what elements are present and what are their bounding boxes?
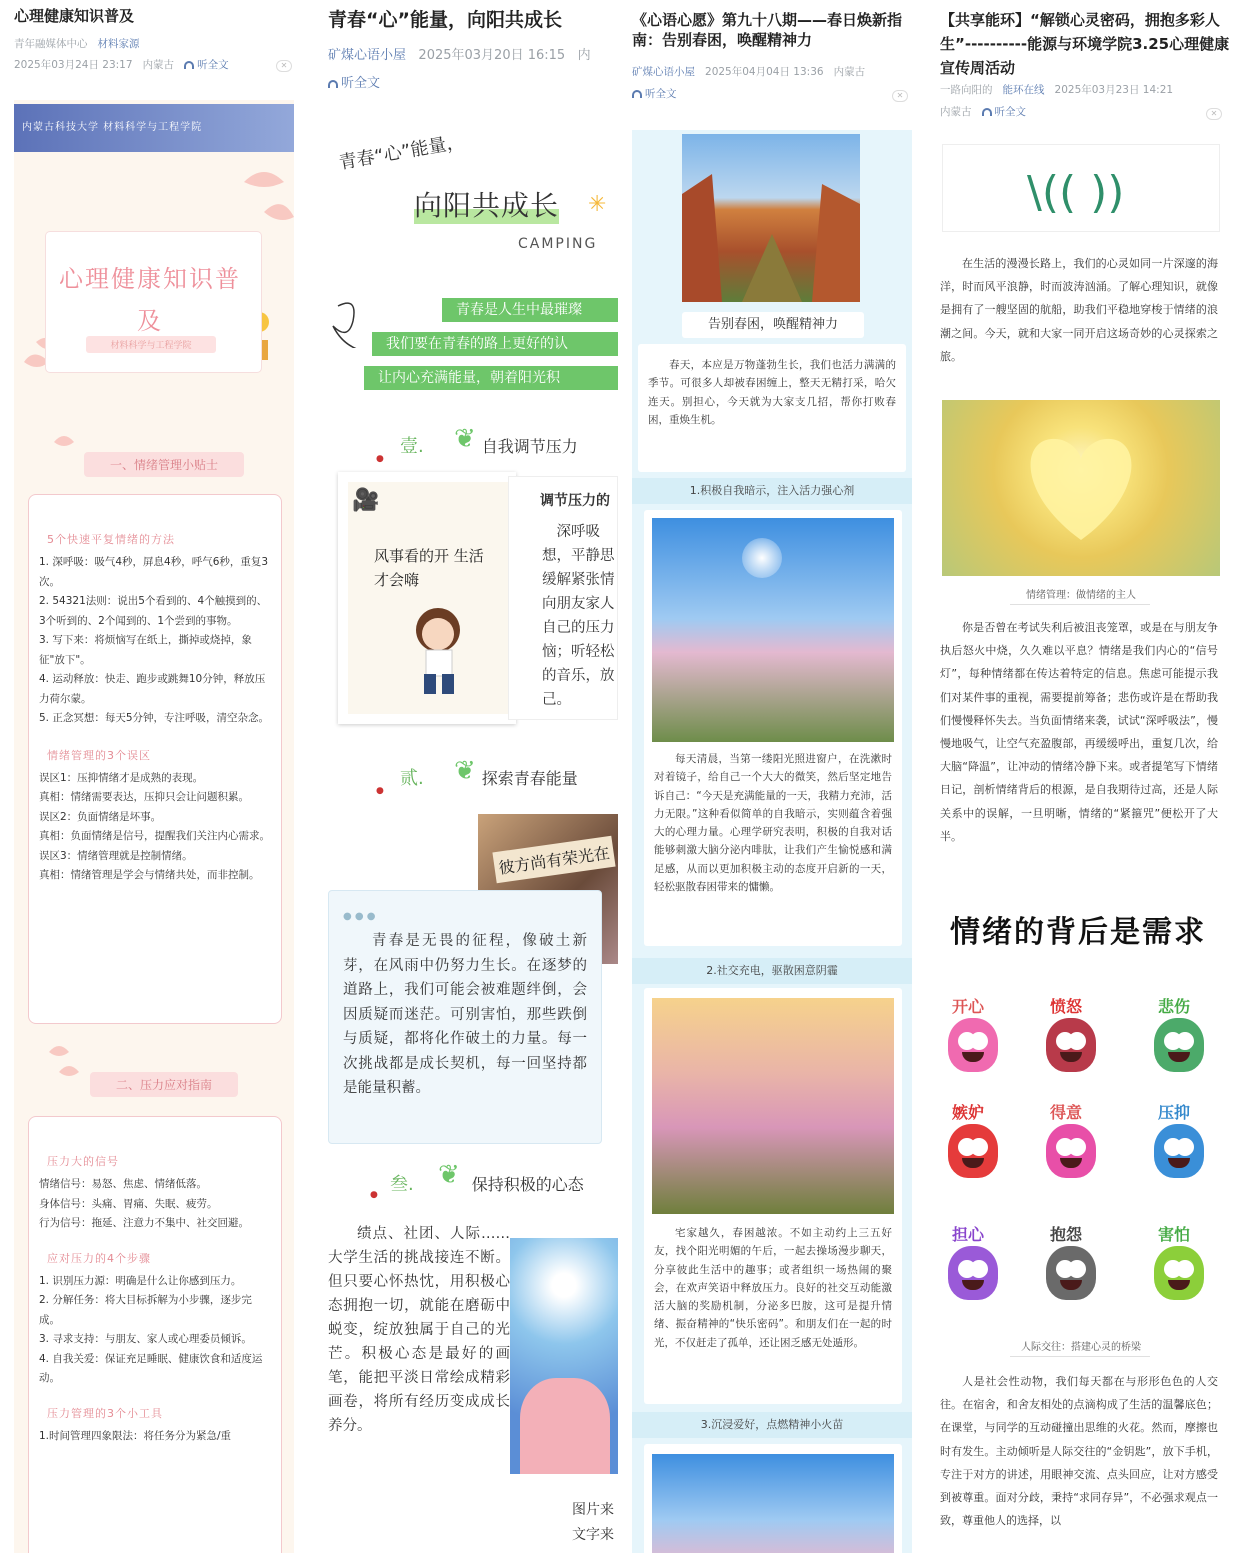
close-icon[interactable]: ✕ — [892, 90, 908, 102]
section-heading-3: 叁. 保持积极的心态 — [390, 1174, 584, 1195]
section-card — [644, 510, 902, 946]
paragraph: 绩点、社团、人际……大学生活的挑战接连不断。但只要心怀热忱，用积极心态拥抱一切，就能在磨砺中蜕变，绽放独属于自己的光芒。积极心态是最好的画笔，能把平淡日常绘成精彩画卷，将所有经历变成成长养分。 — [328, 1226, 510, 1434]
article-title[interactable]: 《心语心愿》第九十八期——春日焕新指南：告别春困，唤醒精神力 — [632, 11, 903, 50]
blossom-image-2 — [652, 1454, 894, 1553]
highlight-bar: 青春是人生中最璀璨 — [442, 298, 618, 322]
subheading: 压力大的信号 — [47, 1155, 119, 1168]
emotion-label: 害怕 — [1158, 1225, 1191, 1244]
camping-label: CAMPING — [518, 236, 598, 252]
subheading-band: 1.积极自我暗示，注入活力强心剂 — [632, 478, 912, 504]
listen-button[interactable]: 听全文 — [328, 76, 380, 91]
author[interactable]: 一路向阳的 — [940, 84, 993, 96]
subheading: 5个快速平复情绪的方法 — [47, 533, 175, 546]
poster-subtitle: 材料科学与工程学院 — [86, 336, 216, 353]
monster-icon — [1154, 1246, 1204, 1300]
image-caption: 人际交往：搭建心灵的桥梁 — [1021, 1342, 1141, 1353]
article-column-2 — [318, 0, 618, 1553]
subheading-band: 2.社交充电，驱散困意阴霾 — [632, 958, 912, 984]
headphones-icon — [632, 90, 642, 98]
listen-button[interactable]: 听全文 — [982, 106, 1027, 118]
monster-icon — [1046, 1124, 1096, 1178]
emotion-poster-title: 情绪的背后是需求 — [950, 915, 1206, 950]
section-heading-2: 贰. 探索青春能量 — [400, 768, 578, 789]
orchard-image — [652, 998, 894, 1214]
poster-title: 心理健康知识普及 — [59, 265, 241, 335]
location: 内蒙古 — [833, 66, 866, 78]
monster-icon — [1046, 1246, 1096, 1300]
close-icon[interactable]: ✕ — [1206, 108, 1222, 120]
leaf-icon: ❦ — [454, 756, 476, 786]
paragraph: 你是否曾在考试失利后被沮丧笼罩，或是在与朋友争执后怒火中烧，久久难以平息？情绪是我们内心的“信号灯”，每种情绪都在传达着特定的信息。焦虑可能提示我们对某件事的重视，需要提前筹备；悲伤或许是在帮助我们慢慢释怀失去。当负面情绪来袭，试试“深呼吸法”，慢慢地吸气，让空气充盈腹部，再缓缓呼出，重复几次，给大脑“降温”，让冲动的情绪冷静下来。或者提笔写下情绪日记，剖析情绪背后的根源，是自我期待过高，还是人际关系中的误解，一旦明晰，情绪的“紧箍咒”便松开了大半。 — [940, 621, 1218, 843]
stress-card: 压力大的信号 情绪信号：易怒、焦虑、情绪低落。 身体信号：头痛、胃痛、失眠、疲劳。 行为信号：拖延、注意力不集中、社交回避。 应对压力的4个步骤 1. 识别压力源：明确是什么让你感到压力。 2. 分解任务：将大目标拆解为小步骤，逐步完成。 3. 寻求支持：与朋友、家人或心理委员倾诉。 4. 自我关爱：保证充足睡眠、健康饮食和适度运动。 压力管理的3个小工具 1.时间管理四象限法：将任务分为紧急/重 — [28, 1116, 282, 1553]
highlight-bar: 让内心充满能量，朝着阳光积 — [364, 366, 618, 390]
location: 内蒙古 — [940, 106, 972, 118]
paragraph: 每天清晨，当第一缕阳光照进窗户，在洗漱时对着镜子，给自己一个大大的微笑，然后坚定地告诉自己：“今天是充满能量的一天，我精力充沛，活力无限。”这种看似简单的自我暗示，实则蕴含着强大的心理力量。心理学研究表明，积极的自我对话能够刺激大脑分泌内啡肽，让我们产生愉悦感和满足感，从而以更加积极主动的态度开启新的一天，轻松驱散春困带来的慵懒。 — [654, 753, 892, 894]
leaf-icon: ❦ — [438, 1160, 460, 1190]
article-meta — [940, 82, 1173, 99]
article-meta-2 — [632, 86, 677, 103]
section-heading-1: 壹. 自我调节压力 — [400, 436, 578, 457]
article-title[interactable]: 青春“心”能量，向阳共成长 — [328, 9, 562, 31]
article-column-3 — [626, 0, 918, 1553]
notepad-text: 深呼吸 想，平静思 缓解紧张情 向朋友家人 自己的压力 恼；听轻松 的音乐，放 己。 — [542, 524, 615, 708]
subheading: 情绪管理的3个误区 — [47, 748, 151, 762]
publish-date: 2025年03月20日 16:15 — [418, 48, 566, 63]
article-meta-2 — [328, 74, 380, 95]
section-heading-stress: 二、压力应对指南 — [90, 1072, 238, 1097]
source-link[interactable]: 能环在线 — [1002, 84, 1045, 96]
handwritten-subtitle: 青春“心”能量， — [337, 131, 466, 174]
section-card — [644, 988, 902, 1404]
article-meta — [14, 36, 140, 53]
tips-card — [28, 494, 282, 1024]
publish-date: 2025年03月24日 23:17 — [14, 59, 133, 71]
monster-icon — [948, 1124, 998, 1178]
blossom-image — [652, 518, 894, 742]
credits: 图片来 文字来 — [572, 1502, 614, 1543]
author[interactable]: 青年融媒体中心 — [14, 38, 88, 50]
article-meta-2 — [14, 57, 229, 74]
monster-icon — [948, 1018, 998, 1072]
subheading: 应对压力的4个步骤 — [47, 1251, 151, 1265]
monster-icon — [1046, 1018, 1096, 1072]
heart-image — [942, 400, 1220, 576]
highlight-bar: 我们要在青春的路上更好的认 — [372, 332, 618, 356]
emotion-label: 抱怨 — [1050, 1225, 1083, 1244]
svg-text:\(( )): \(( )) — [1027, 167, 1125, 218]
dots-icon: ● ● ● — [343, 911, 376, 922]
paragraph: 人是社会性动物，我们每天都在与形形色色的人交往。在宿舍，和舍友相处的点滴构成了生活的温馨底色；在课堂，与同学的互动碰撞出思维的火花。然而，摩擦也时有发生。主动倾听是人际交往的“金钥匙”，放下手机，专注于对方的讲述，用眼神交流、点头回应，让对方感受到被尊重。面对分歧，秉持“求同存异”，不必强求观点一致，尊重他人的选择，以 — [940, 1375, 1218, 1528]
emotion-label: 嫉妒 — [952, 1103, 985, 1122]
emotion-label: 开心 — [952, 997, 985, 1016]
subheading-band: 3.沉浸爱好，点燃精神小火苗 — [632, 1412, 912, 1438]
handwritten-title: 向阳共成长 — [414, 184, 559, 224]
notepad-title: 调节压力的 — [540, 493, 610, 509]
emotion-label: 压抑 — [1158, 1103, 1191, 1122]
emotion-label: 得意 — [1050, 1103, 1083, 1122]
section-heading-emotion: 一、情绪管理小贴士 — [84, 452, 244, 477]
poster-text: 风事看的开 生活才会嗨 — [374, 547, 484, 589]
location: 内 — [577, 48, 591, 63]
emotion-label: 担心 — [952, 1225, 985, 1244]
swirl-icon — [328, 296, 368, 348]
article-title[interactable]: 【共享能环】“解锁心灵密码，拥抱多彩人生”----------能源与环境学院3.25心理健康宣传周活动 — [940, 11, 1230, 77]
article-meta-2 — [940, 104, 1026, 121]
emotion-label: 悲伤 — [1158, 997, 1191, 1016]
ladybug-icon: ● — [376, 786, 384, 796]
close-icon[interactable]: ✕ — [276, 60, 292, 72]
myth-list: 误区1：压抑情绪才是成熟的表现。 真相：情绪需要表达，压抑只会让问题积累。 误区2：负面情绪是坏事。 真相：负面情绪是信号，提醒我们关注内心需求。 误区3：情绪管理就是控制情绪。 真相：情绪管理是学会与情绪共处，而非控制。 — [39, 771, 270, 881]
girl-illustration — [398, 602, 488, 702]
headphones-icon — [184, 61, 194, 69]
intro-paragraph: 在生活的漫漫长路上，我们的心灵如同一片深邃的海洋，时而风平浪静，时而波涛汹涌。了解心理知识，就像是拥有了一艘坚固的航船，助我们平稳地穿梭于情绪的浪潮之间。今天，就和大家一同开启这场奇妙的心灵探索之旅。 — [940, 257, 1218, 363]
listen-button[interactable]: 听全文 — [632, 88, 677, 100]
poem-card: ● ● ● 青春是无畏的征程，像破土新芽，在风雨中仍努力生长。在逐梦的道路上，我们可能会被难题绊倒，会因质疑而迷茫。可别害怕，那些跌倒与质疑，都将化作破土的力量。每一次挑战都是成长契机，每一回坚持都是能量积蓄。 — [328, 890, 602, 1144]
article-column-1 — [0, 0, 300, 1553]
author[interactable]: 矿煤心语小屋 — [632, 66, 695, 78]
listen-button[interactable]: 听全文 — [184, 59, 229, 71]
ladybug-icon: ● — [370, 1190, 378, 1200]
image-caption: 情绪管理：做情绪的主人 — [1026, 590, 1136, 601]
headphones-icon — [982, 108, 992, 116]
subheading: 压力管理的3个小工具 — [47, 1406, 163, 1420]
section-card — [644, 1444, 902, 1553]
intro-card: 春天，本应是万物蓬勃生长，我们也活力满满的季节。可很多人却被春困缠上，整天无精打采，哈欠连天。别担心，今天就为大家支几招，帮你打败春困，重焕生机。 — [638, 344, 906, 472]
article-column-4 — [930, 0, 1230, 1553]
publish-date: 2025年03月23日 14:21 — [1054, 84, 1174, 96]
article-meta — [632, 64, 865, 81]
publish-date: 2025年04月04日 13:36 — [705, 66, 824, 78]
leaf-icon: ❦ — [454, 424, 476, 454]
source-link[interactable]: 材料家源 — [97, 38, 140, 50]
camera-icon: 🎥 — [352, 488, 380, 513]
sun-hand-image — [510, 1238, 618, 1474]
ladybug-icon: ● — [376, 454, 384, 464]
logo-banner — [942, 144, 1220, 232]
image-caption: 告别春困，唤醒精神力 — [682, 312, 864, 338]
monster-icon — [1154, 1124, 1204, 1178]
paragraph: 宅家越久，春困越浓。不如主动约上三五好友，找个阳光明媚的午后，一起去操场漫步聊天，分享彼此生活中的趣事；或者组织一场热闹的聚会，在欢声笑语中释放压力。良好的社交互动能激活大脑的奖励机制，分泌多巴胺，这可是提升情绪、振奋精神的“快乐密码”。和朋友们在一起的时光，不仅赶走了孤单，还让困乏感无处遁形。 — [654, 1227, 892, 1349]
method-list: 1. 深呼吸：吸气4秒，屏息4秒，呼气6秒，重复3次。 2. 54321法则：说出5个看到的、4个触摸到的、3个听到的、2个闻到的、1个尝到的事物。 3. 写下来：将烦恼写在纸上，撕掉或烧掉，象征"放下"。 4. 运动释放：快走、跑步或跳舞10分钟，释放压力荷尔蒙。 5. 正念冥想：每天5分钟，专注呼吸，清空杂念。 — [39, 556, 270, 724]
article-meta — [328, 46, 591, 67]
author[interactable]: 矿煤心语小屋 — [328, 48, 407, 63]
monster-icon — [1154, 1018, 1204, 1072]
sparkle-icon: ✳ — [588, 192, 607, 217]
poster-image — [338, 472, 516, 724]
scrap-text: 彼方尚有荣光在 — [492, 836, 615, 883]
canyon-image — [682, 134, 860, 302]
emotion-label: 愤怒 — [1050, 997, 1083, 1016]
brackets-logo-icon — [943, 145, 1220, 232]
monster-icon — [948, 1246, 998, 1300]
headphones-icon — [328, 80, 338, 88]
article-title[interactable]: 心理健康知识普及 — [14, 7, 135, 25]
school-banner: 内蒙古科技大学 材料科学与工程学院 — [14, 104, 294, 152]
location: 内蒙古 — [142, 59, 175, 71]
